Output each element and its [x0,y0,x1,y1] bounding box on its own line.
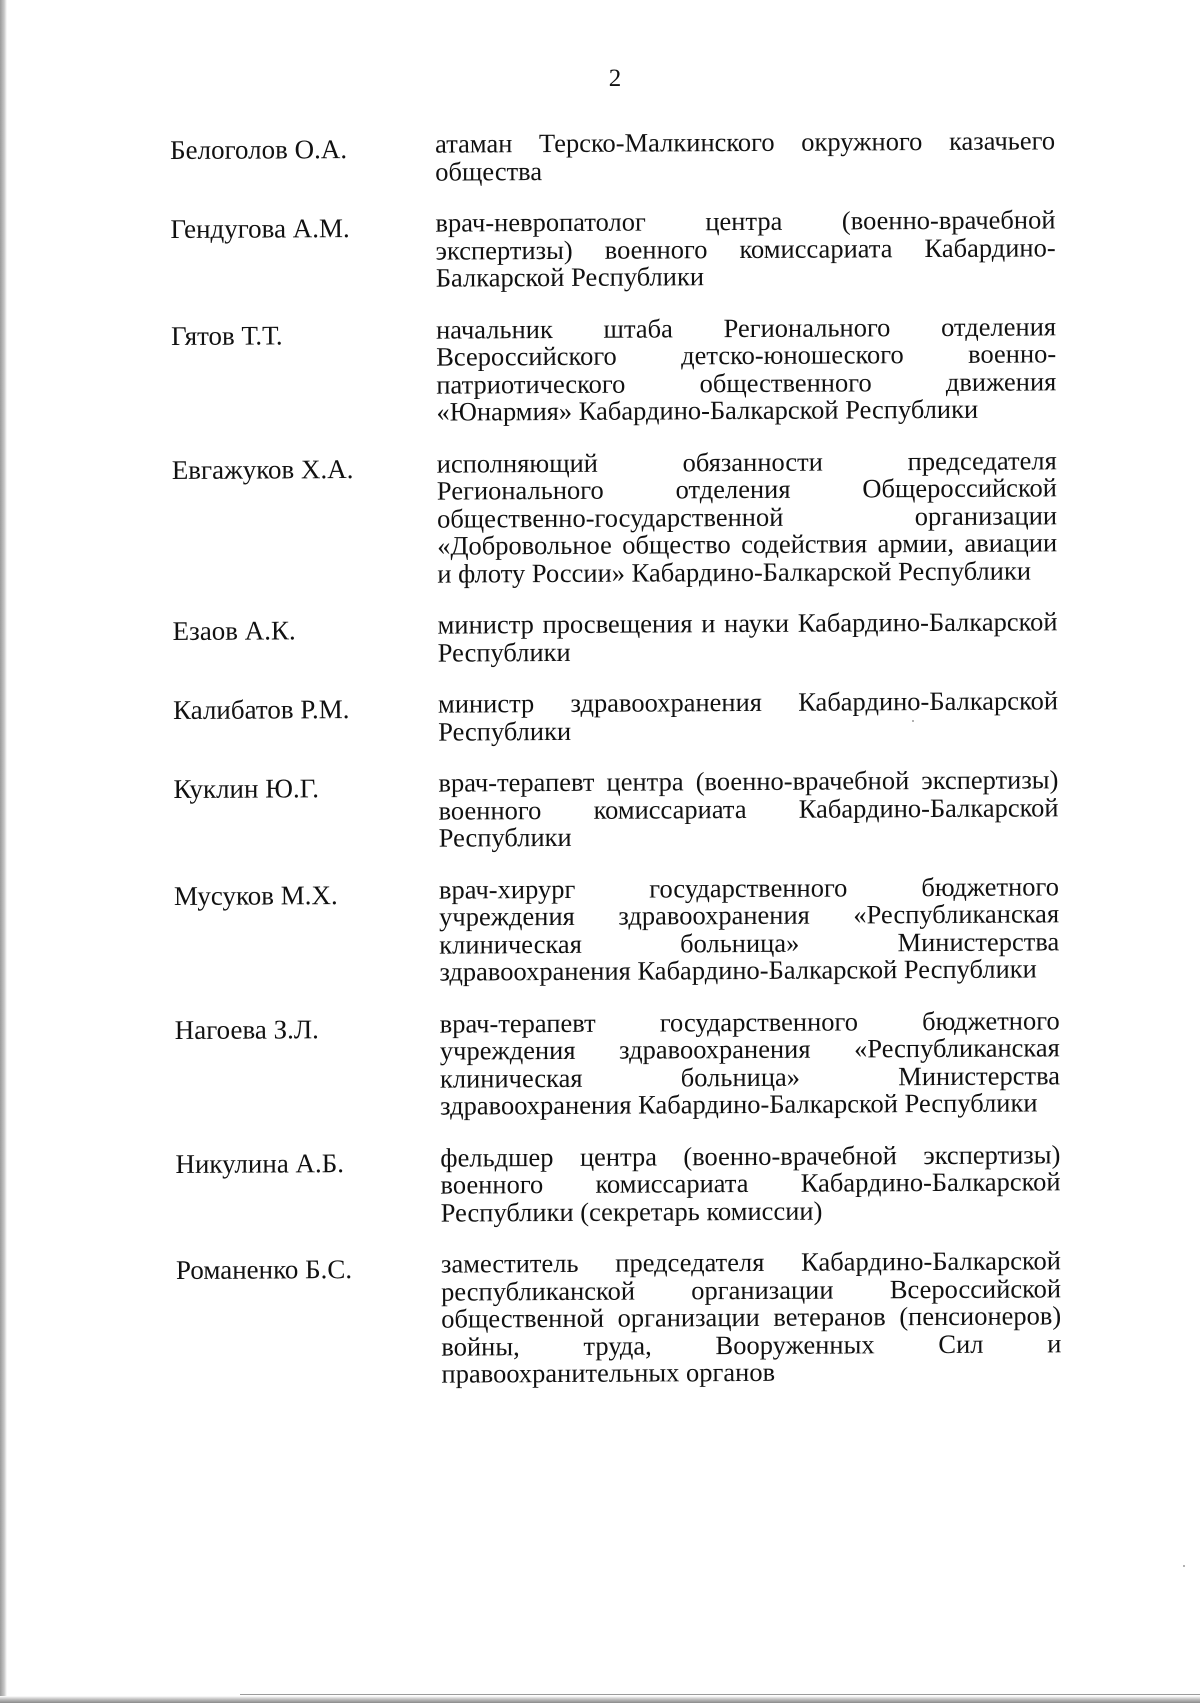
commission-members-list [170,127,1062,1389]
member-name: Белоголов О.А. [170,134,348,165]
member-name: Гятов Т.Т. [170,319,283,351]
member-name: Куклин Ю.Г. [173,773,320,804]
member-row [170,127,1055,187]
member-row [173,766,1058,853]
scan-shadow-left [0,0,7,1703]
member-row [176,1247,1062,1389]
member-name: Никулина А.Б. [175,1147,345,1179]
member-position: атаман Терско-Малкинского окружного казачьего общества [434,125,1056,187]
member-position: министр здравоохранения Кабардино-Балкарской Республики [437,685,1059,747]
member-row [170,310,1057,428]
member-row [173,687,1058,747]
member-name: Мусуков М.Х. [173,879,338,911]
member-name: Евгажуков Х.А. [171,453,354,485]
member-position: врач-невропатолог центра (военно-врачебной экспертизы) военного комиссариата Кабардино-Балкарской Республики [435,204,1056,293]
member-position: начальник штаба Регионального отделения Всероссийского детско-юношеского военно-патриотического общественного движения «Юнармия» Кабардино-Балкарской Республики [435,310,1057,427]
member-position: заместитель председателя Кабардино-Балкарской республиканской организации Всероссийской общественной организации ветеранов (пенсионеров) войны, труда, Вооруженных Сил и правоохранительных органов [440,1245,1062,1389]
member-name: Калибатов Р.М. [172,694,350,725]
member-name: Гендугова А.М. [170,213,350,244]
member-position: врач-терапевт государственного бюджетного учреждения здравоохранения «Республиканская клиническая больница» Министерства здравоохранения Кабардино-Балкарской Республики [439,1004,1061,1121]
member-position: министр просвещения и науки Кабардино-Балкарской Республики [437,606,1058,668]
member-position: исполняющий обязанности председателя Регионального отделения Общероссийской общественно-государственной организации «Добровольное общество содействия армии, авиации и флоту России» Кабардино-Балкарской Республики [436,444,1058,589]
member-row [173,608,1058,668]
member-row [174,1004,1061,1122]
scan-shadow-bottom [0,1696,1200,1703]
scan-artifact-line [240,1694,1200,1695]
page-number: 2 [608,65,622,92]
member-row [175,1138,1061,1228]
member-name: Романенко Б.С. [175,1254,353,1285]
member-row [170,206,1055,293]
member-row [171,444,1058,589]
member-position: врач-терапевт центра (военно-врачебной экспертизы) военного комиссариата Кабардино-Балкарской Республики [438,764,1059,853]
scan-speck [1183,1565,1185,1567]
member-name: Нагоева З.Л. [174,1013,319,1045]
member-name: Езаов А.К. [172,615,296,646]
member-position: врач-хирург государственного бюджетного учреждения здравоохранения «Республиканская клиническая больница» Министерства здравоохранения Кабардино-Балкарской Республики [438,870,1060,987]
member-row [173,870,1060,988]
member-position: фельдшер центра (военно-врачебной экспертизы) военного комиссариата Кабардино-Балкарской Республики (секретарь комиссии) [440,1138,1061,1228]
